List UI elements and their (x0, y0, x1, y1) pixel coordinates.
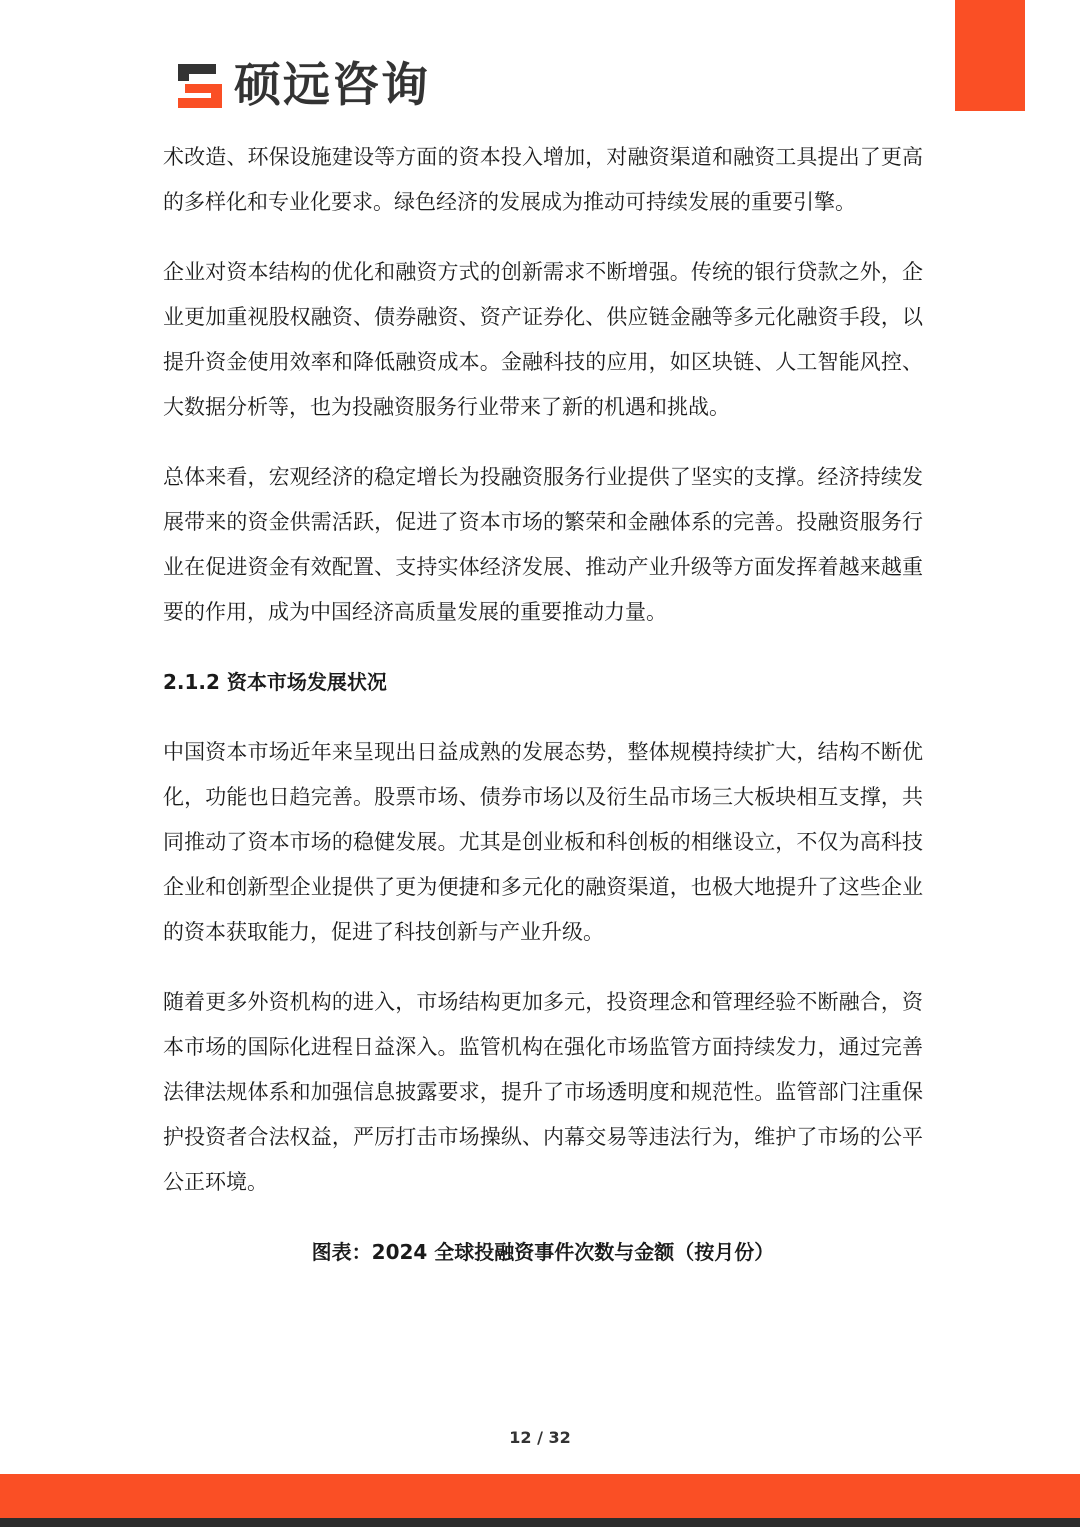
body-paragraph: 企业对资本结构的优化和融资方式的创新需求不断增强。传统的银行贷款之外，企业更加重视股权融资、债券融资、资产证券化、供应链金融等多元化融资手段，以提升资金使用效率和降低融资成本。金融科技的应用，如区块链、人工智能风控、大数据分析等，也为投融资服务行业带来了新的机遇和挑战。 (163, 260, 923, 419)
body-paragraph: 总体来看，宏观经济的稳定增长为投融资服务行业提供了坚实的支撑。经济持续发展带来的资金供需活跃，促进了资本市场的繁荣和金融体系的完善。投融资服务行业在促进资金有效配置、支持实体经济发展、推动产业升级等方面发挥着越来越重要的作用，成为中国经济高质量发展的重要推动力量。 (163, 465, 923, 624)
body-paragraph: 随着更多外资机构的进入，市场结构更加多元，投资理念和管理经验不断融合，资本市场的国际化进程日益深入。监管机构在强化市场监管方面持续发力，通过完善法律法规体系和加强信息披露要求，提升了市场透明度和规范性。监管部门注重保护投资者合法权益，严厉打击市场操纵、内幕交易等违法行为，维护了市场的公平公正环境。 (163, 990, 923, 1194)
footer-dark-strip (0, 1518, 1080, 1527)
corner-accent-tab (955, 0, 1025, 111)
body-paragraph: 术改造、环保设施建设等方面的资本投入增加，对融资渠道和融资工具提出了更高的多样化和专业化要求。绿色经济的发展成为推动可持续发展的重要引擎。 (163, 145, 923, 214)
company-name: 硕远咨询 (234, 58, 430, 113)
footer-accent-bar (0, 1474, 1080, 1518)
section-heading: 2.1.2 资本市场发展状况 (163, 670, 387, 694)
figure-caption: 图表：2024 全球投融资事件次数与金额（按月份） (311, 1240, 775, 1264)
page-number: 12 / 32 (509, 1428, 571, 1447)
page-body (163, 135, 923, 1275)
company-logo (176, 58, 430, 114)
body-paragraph: 中国资本市场近年来呈现出日益成熟的发展态势，整体规模持续扩大，结构不断优化，功能也日趋完善。股票市场、债券市场以及衍生品市场三大板块相互支撑，共同推动了资本市场的稳健发展。尤其是创业板和科创板的相继设立，不仅为高科技企业和创新型企业提供了更为便捷和多元化的融资渠道，也极大地提升了这些企业的资本获取能力，促进了科技创新与产业升级。 (163, 740, 923, 944)
stacked-s-logo-icon (176, 62, 224, 110)
